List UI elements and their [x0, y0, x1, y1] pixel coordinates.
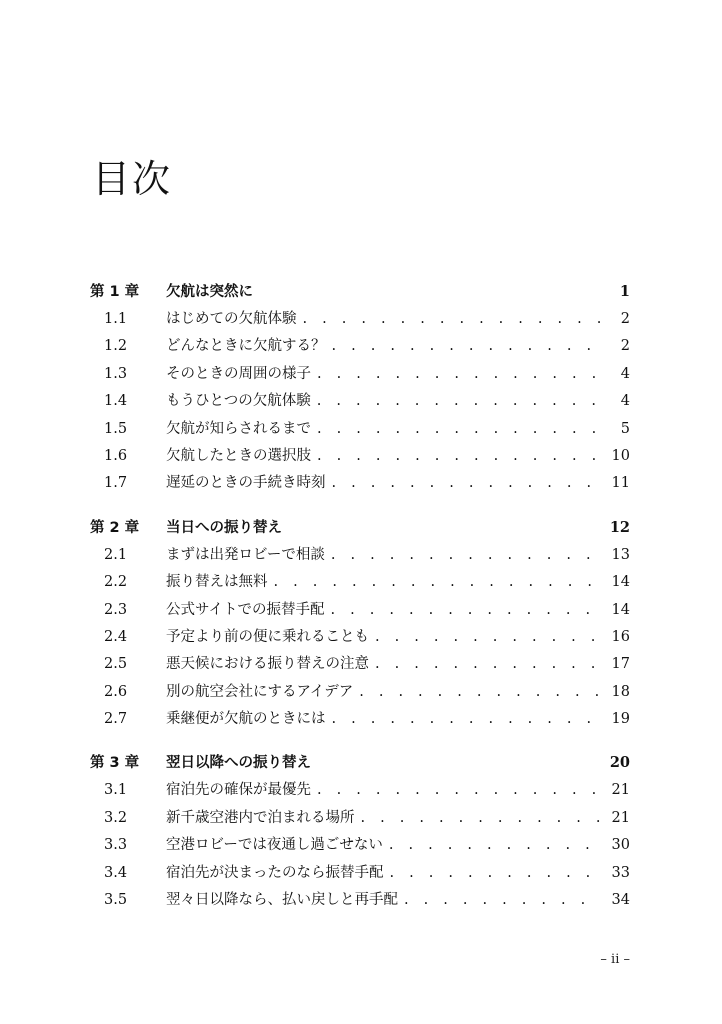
toc-section-row[interactable] [90, 361, 630, 388]
section-title: 悪天候における振り替えの注意 [166, 656, 369, 673]
chapter-1 [90, 278, 630, 498]
toc-section-row[interactable] [90, 887, 630, 914]
toc-section-row[interactable] [90, 805, 630, 832]
dot-leader [332, 333, 601, 360]
section-title: 欠航したときの選択肢 [166, 447, 311, 464]
toc-section-row[interactable] [90, 706, 630, 733]
section-page: 5 [620, 420, 630, 437]
dot-leader [317, 388, 600, 415]
chapter-number: 第 2 章 [90, 519, 140, 536]
chapter-title: 当日への振り替え [166, 519, 282, 536]
section-number: 1.5 [104, 420, 128, 437]
section-number: 1.3 [104, 365, 128, 382]
section-title: 別の航空会社にするアイデア [166, 683, 354, 700]
section-number: 3.1 [104, 782, 128, 799]
section-title: 空港ロビーでは夜通し過ごせない [166, 837, 383, 854]
section-page: 18 [611, 683, 630, 700]
dot-leader [317, 361, 600, 388]
section-title: 乗継便が欠航のときには [166, 711, 326, 728]
toc-section-row[interactable] [90, 569, 630, 596]
section-number: 1.7 [104, 475, 128, 492]
toc-section-row[interactable] [90, 416, 630, 443]
section-page: 4 [620, 365, 630, 382]
section-page: 21 [611, 782, 630, 799]
dot-leader [389, 832, 600, 859]
section-page: 11 [611, 475, 630, 492]
chapter-title: 欠航は突然に [166, 284, 253, 300]
section-page: 21 [611, 809, 630, 826]
toc-section-row[interactable] [90, 470, 630, 497]
section-title: 遅延のときの手続き時刻 [166, 475, 326, 492]
section-page: 2 [620, 311, 630, 327]
dot-leader [390, 860, 601, 887]
dot-leader [332, 470, 601, 497]
section-title: 振り替えは無料 [166, 574, 268, 591]
toc-section-row[interactable] [90, 777, 630, 804]
chapter-number: 第 3 章 [90, 755, 140, 772]
chapter-3 [90, 749, 630, 914]
section-number: 1.4 [104, 393, 128, 410]
toc-chapter-row[interactable] [90, 749, 630, 777]
section-number: 3.4 [104, 864, 128, 881]
section-number: 3.3 [104, 837, 128, 854]
toc-section-row[interactable] [90, 306, 630, 333]
section-page: 4 [620, 393, 630, 410]
section-title: 欠航が知らされるまで [166, 420, 311, 437]
toc-section-row[interactable] [90, 597, 630, 624]
section-number: 2.7 [104, 711, 128, 728]
toc-section-row[interactable] [90, 624, 630, 651]
dot-leader [317, 443, 600, 470]
section-page: 34 [611, 892, 630, 909]
section-title: そのときの周囲の様子 [166, 365, 311, 382]
section-number: 2.2 [104, 574, 128, 591]
chapter-page: 20 [609, 754, 630, 772]
section-title: はじめての欠航体験 [166, 311, 297, 327]
section-number: 3.5 [104, 892, 128, 909]
toc-section-row[interactable] [90, 443, 630, 470]
dot-leader [404, 887, 600, 914]
section-number: 2.5 [104, 656, 128, 673]
section-title: まずは出発ロビーで相談 [166, 546, 325, 563]
dot-leader [330, 597, 600, 624]
section-number: 1.1 [104, 311, 128, 327]
dot-leader [359, 679, 600, 706]
dot-leader [274, 569, 601, 596]
section-title: 新千歳空港内で泊まれる場所 [166, 809, 355, 826]
section-number: 1.2 [104, 338, 128, 355]
section-title: 翌々日以降なら、払い戻しと再手配 [166, 892, 398, 909]
section-page: 13 [611, 546, 630, 563]
dot-leader [375, 651, 600, 678]
section-page: 14 [611, 601, 630, 618]
section-page: 14 [611, 574, 630, 591]
section-page: 30 [611, 837, 630, 854]
dot-leader [331, 542, 600, 569]
section-title: 宿泊先が決まったのなら振替手配 [166, 864, 384, 881]
dot-leader [317, 777, 600, 804]
section-page: 19 [611, 711, 630, 728]
toc-section-row[interactable] [90, 542, 630, 569]
dot-leader [317, 416, 600, 443]
section-page: 10 [611, 447, 630, 464]
page-footer-number: – ii – [600, 952, 630, 967]
section-number: 2.4 [104, 628, 128, 645]
dot-leader [332, 706, 601, 733]
section-page: 17 [611, 656, 630, 673]
chapter-title: 翌日以降への振り替え [166, 755, 311, 772]
toc-chapter-row[interactable] [90, 278, 630, 306]
page-title: 目次 [92, 157, 173, 201]
chapter-number: 第 1 章 [90, 284, 140, 300]
section-number: 2.1 [104, 546, 128, 563]
chapter-page: 1 [619, 283, 630, 300]
chapter-page: 12 [609, 518, 630, 536]
section-number: 2.6 [104, 683, 128, 700]
toc-section-row[interactable] [90, 388, 630, 415]
toc-section-row[interactable] [90, 333, 630, 360]
section-title: どんなときに欠航する？ [166, 338, 326, 355]
section-page: 2 [620, 338, 630, 355]
toc-section-row[interactable] [90, 832, 630, 859]
toc-chapter-row[interactable] [90, 514, 630, 542]
section-title: 宿泊先の確保が最優先 [166, 782, 311, 799]
toc-section-row[interactable] [90, 679, 630, 706]
toc-section-row[interactable] [90, 860, 630, 887]
section-page: 33 [611, 864, 630, 881]
toc-section-row[interactable] [90, 651, 630, 678]
dot-leader [303, 306, 601, 333]
section-number: 1.6 [104, 447, 128, 464]
section-title: 予定より前の便に乗れることも [166, 628, 369, 645]
dot-leader [375, 624, 600, 651]
section-number: 3.2 [104, 809, 128, 826]
section-title: もうひとつの欠航体験 [166, 393, 311, 410]
chapter-2 [90, 514, 630, 734]
dot-leader [361, 805, 601, 832]
section-title: 公式サイトでの振替手配 [166, 601, 325, 618]
section-number: 2.3 [104, 601, 128, 618]
table-of-contents [90, 278, 630, 930]
section-page: 16 [611, 628, 630, 645]
